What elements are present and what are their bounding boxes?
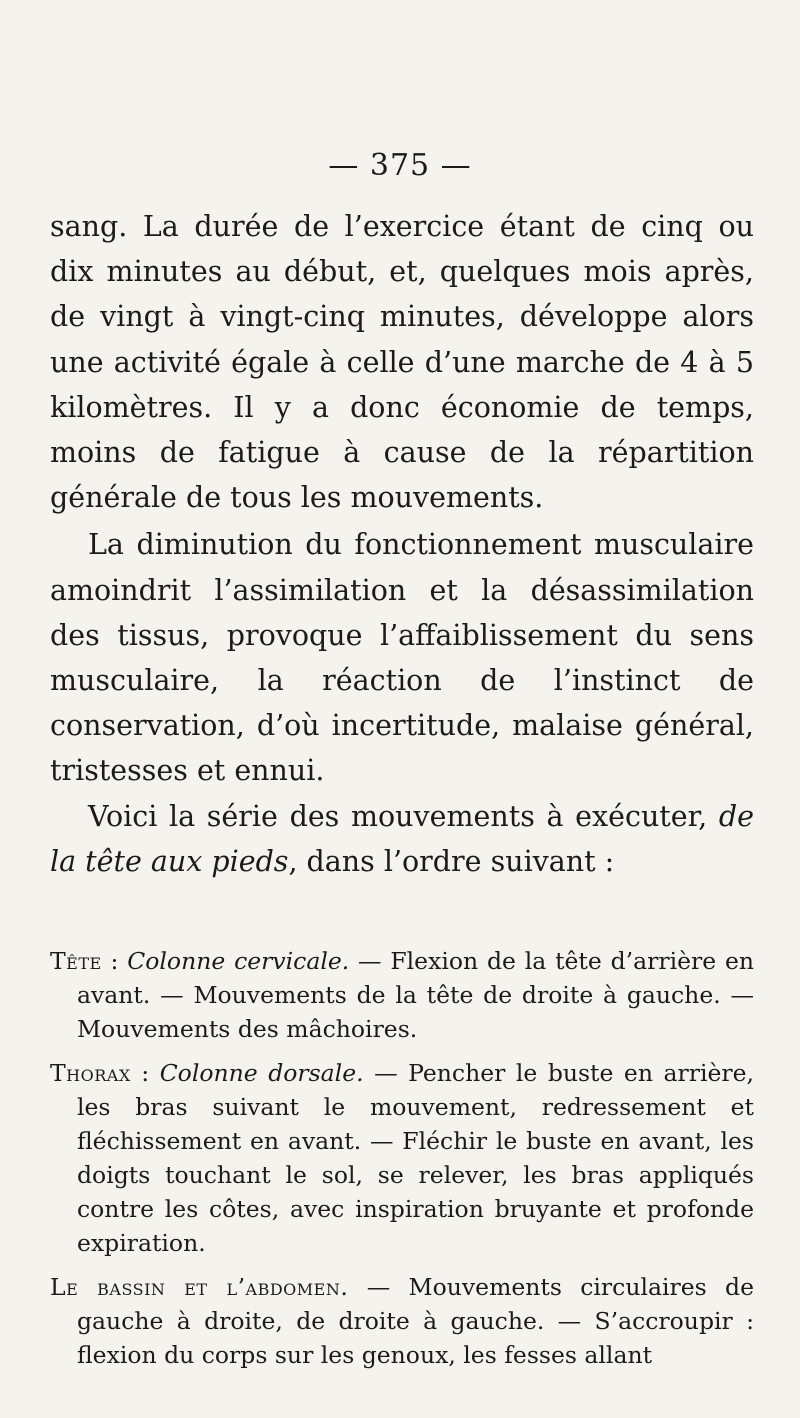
section-tete: [50, 944, 754, 1046]
paragraph-1: sang. La durée de l’exercice étant de cinq ou dix minutes au début, et, quelques mois après, de vingt à vingt-cinq minutes, développe alors une activité égale à celle d’une marche de 4 à 5 kilomètres. Il y a donc économie de temps, moins de fatigue à cause de la répartition générale de tous les mouvements.: [50, 210, 754, 515]
section-bassin: [50, 1270, 754, 1372]
section-subtitle: Colonne dorsale.: [159, 1059, 364, 1087]
main-text: [50, 204, 754, 884]
page-number: — 375 —: [328, 148, 472, 183]
paragraph-intro: [50, 794, 754, 884]
section-separator: :: [101, 947, 128, 975]
section-label: Le bassin et l’abdomen.: [50, 1273, 349, 1301]
intro-italic: de la tête aux pieds: [50, 799, 754, 878]
section-text: — Flexion de la tête d’arrière en avant. — Mouvements de la tête de droite à gauche. — Mouvements des mâchoires.: [77, 947, 754, 1043]
intro-text: Voici la série des mouvements à exécuter,: [88, 799, 708, 833]
section-text: — Mouvements circulaires de gauche à droite, de droite à gauche. — S’accroupir : flexion du corps sur les genoux, les fesses allant: [77, 1273, 754, 1369]
paragraph-2: La diminution du fonctionnement musculaire amoindrit l’assimilation et la désassimilation des tissus, provoque l’affaiblissement du sens musculaire, la réaction de l’instinct de conservation, d’où incertitude, malaise général, tristesses et ennui.: [50, 528, 754, 788]
section-label: Tête: [50, 947, 102, 975]
section-thorax: [50, 1056, 754, 1260]
section-subtitle: Colonne cervicale.: [127, 947, 350, 975]
intro-tail: , dans l’ordre suivant :: [288, 844, 615, 878]
section-separator: :: [130, 1059, 160, 1087]
section-label: Thorax: [50, 1059, 131, 1087]
section-text: — Pencher le buste en arrière, les bras suivant le mouvement, redressement et fléchissement en avant. — Fléchir le buste en avant, les doigts touchant le sol, se relever, les bras appliqués contre les côtes, avec inspiration bruyante et profonde expiration.: [77, 1059, 754, 1257]
